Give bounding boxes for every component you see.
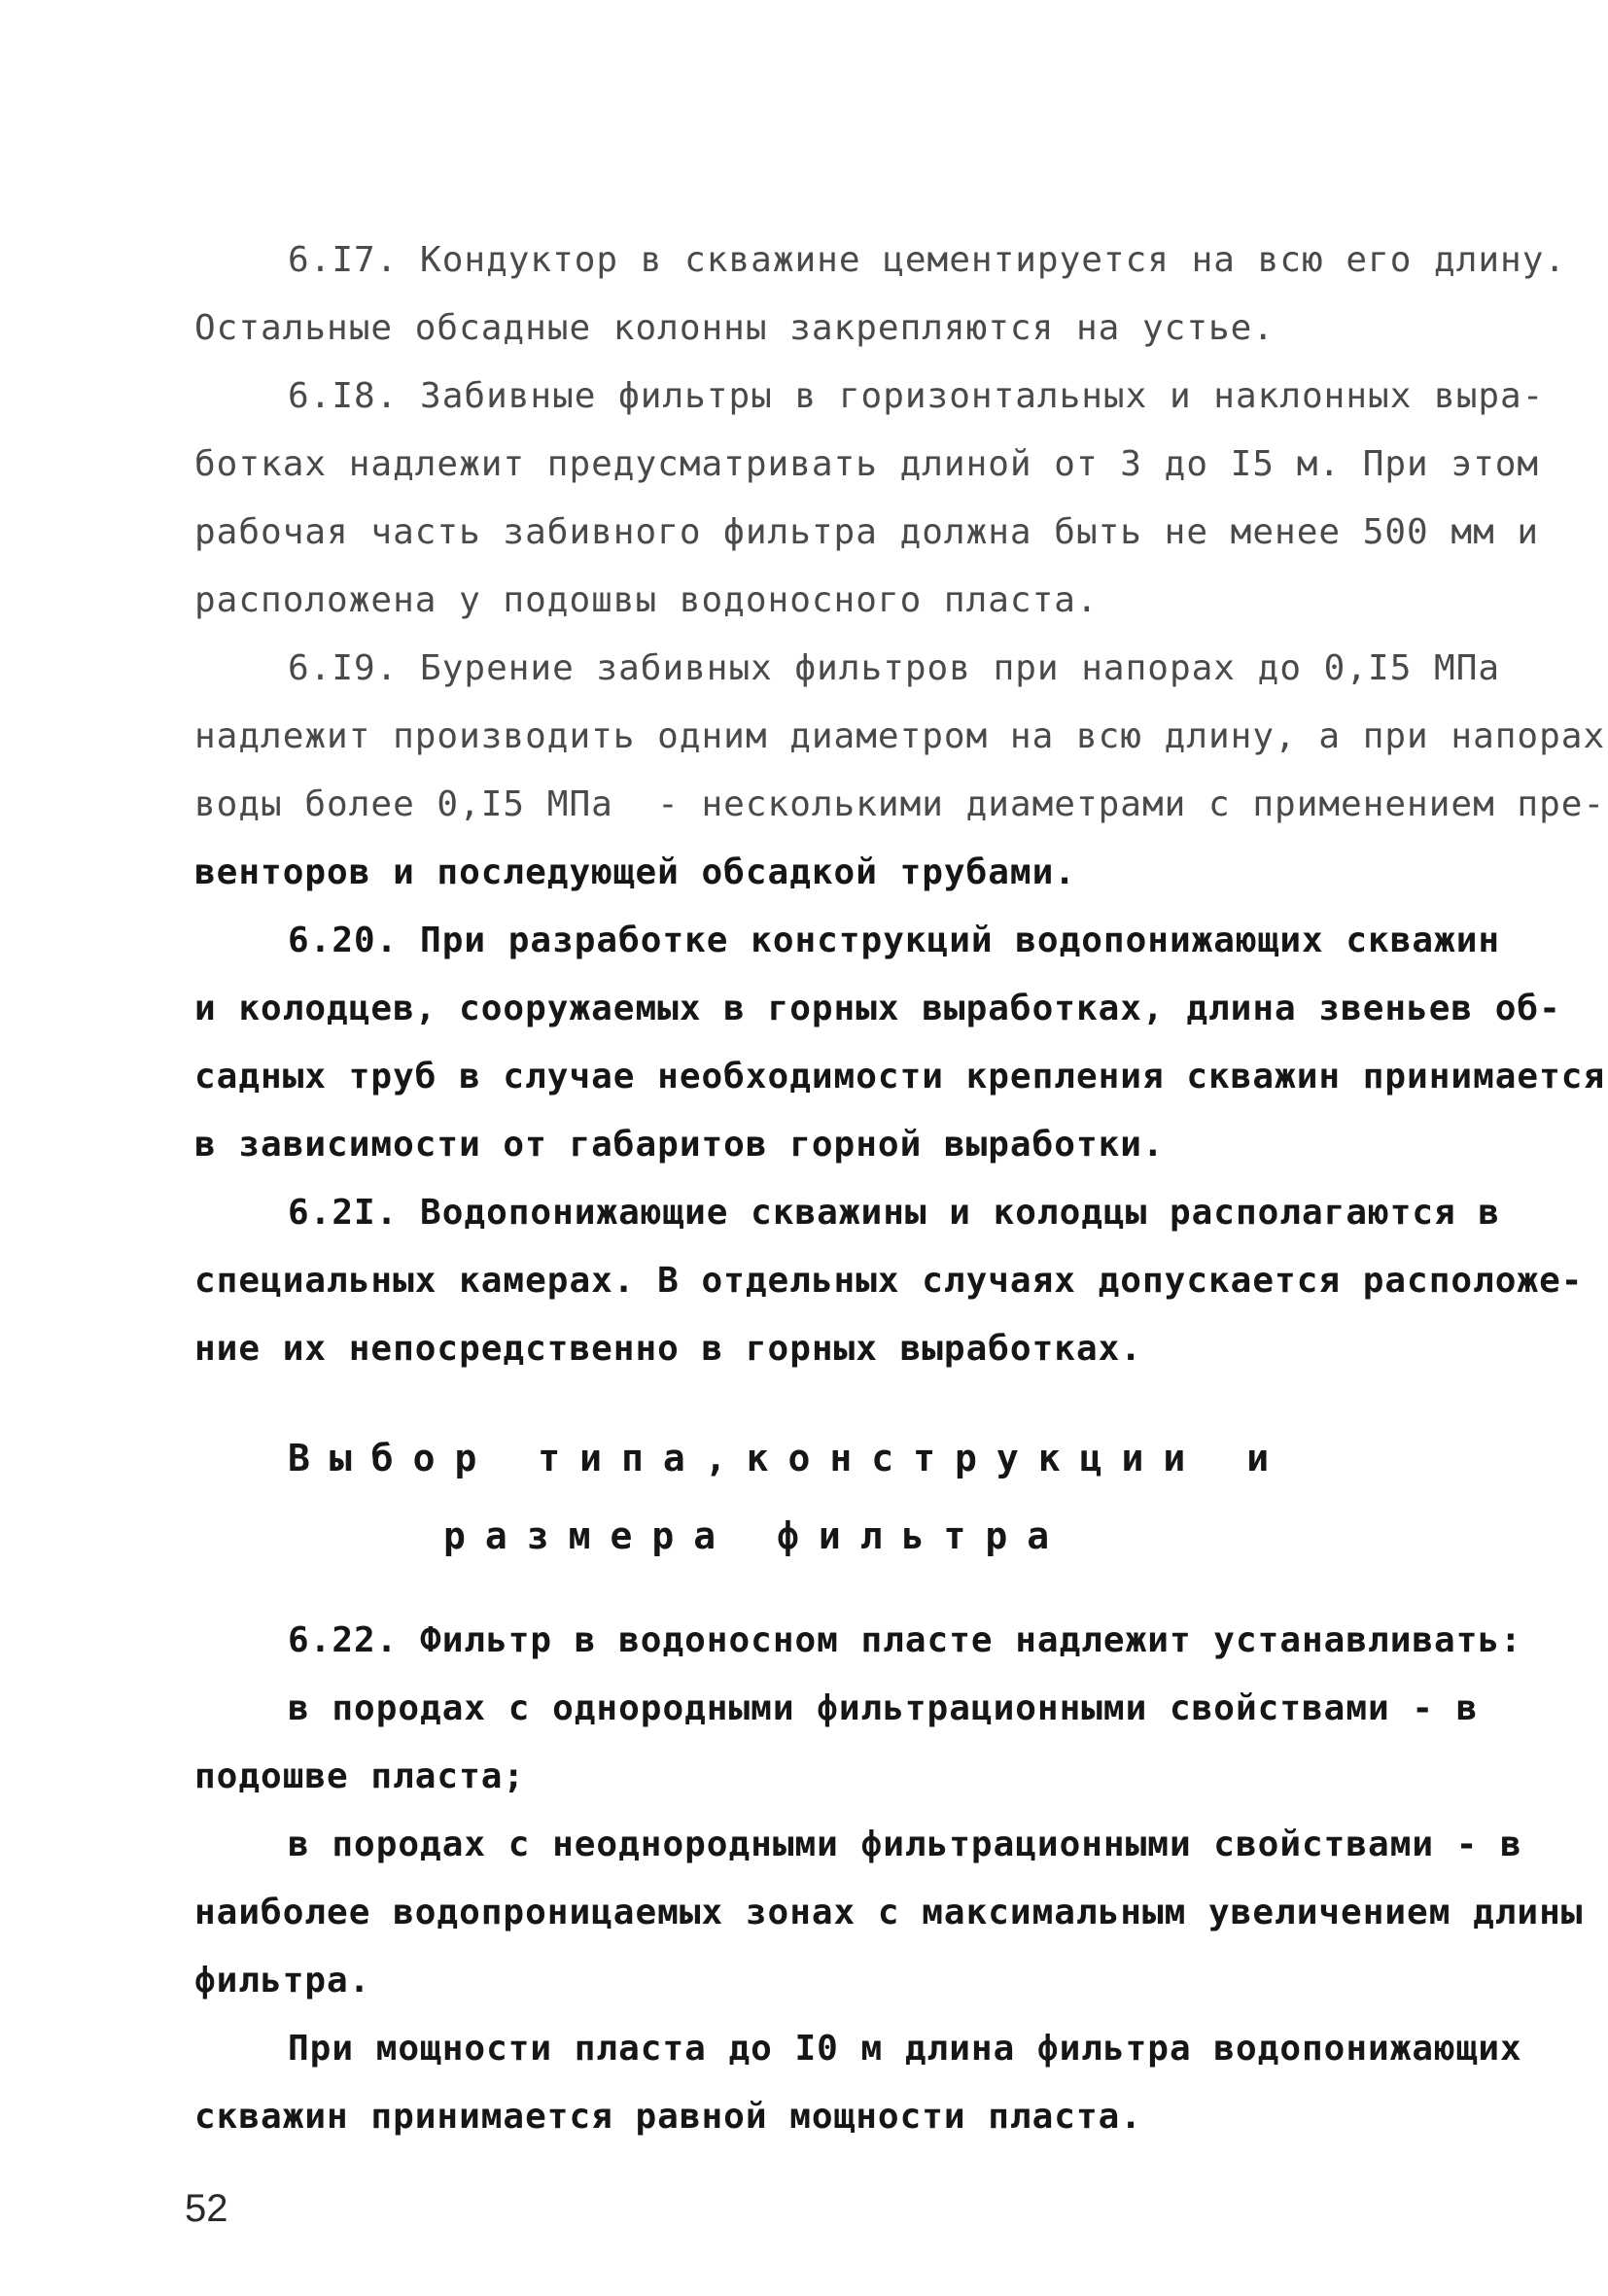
paragraph-6-20-line-2: и колодцев, сооружаемых в горных выработках, длина звеньев об- xyxy=(194,989,1561,1028)
paragraph-6-18-line-4: расположена у подошвы водоносного пласта. xyxy=(194,580,1099,620)
paragraph-6-21-line-3: ние их непосредственно в горных выработках. xyxy=(194,1329,1142,1369)
paragraph-6-22-line-1: 6.22. Фильтр в водоносном пласте надлежит устанавливать: xyxy=(288,1620,1522,1660)
paragraph-6-19-line-2: надлежит производить одним диаметром на всю длину, а при напорах xyxy=(194,716,1606,756)
paragraph-6-22-line-8: скважин принимается равной мощности пласта. xyxy=(194,2097,1142,2137)
paragraph-6-19-line-4: венторов и последующей обсадкой трубами. xyxy=(194,852,1076,892)
paragraph-6-22-line-6: фильтра. xyxy=(194,1961,371,2000)
paragraph-6-17-line-2: Остальные обсадные колонны закрепляются на устье. xyxy=(194,308,1276,348)
paragraph-6-18-line-1: 6.I8. Забивные фильтры в горизонтальных и наклонных выра- xyxy=(288,376,1545,416)
paragraph-6-18-line-3: рабочая часть забивного фильтра должна быть не менее 500 мм и xyxy=(194,512,1540,552)
paragraph-6-19-line-1: 6.I9. Бурение забивных фильтров при напорах до 0,I5 МПа xyxy=(288,648,1501,688)
section-heading-line-1: Выбор типа,конструкции и xyxy=(288,1437,1289,1479)
paragraph-6-22-line-2: в породах с однородными фильтрационными свойствами - в xyxy=(288,1688,1479,1728)
paragraph-6-20-line-4: в зависимости от габаритов горной выработки. xyxy=(194,1125,1165,1165)
paragraph-6-19-line-3: воды более 0,I5 МПа - несколькими диаметрами с применением пре- xyxy=(194,784,1606,824)
paragraph-6-20-line-3: садных труб в случае необходимости крепления скважин принимается xyxy=(194,1057,1606,1096)
paragraph-6-21-line-2: специальных камерах. В отдельных случаях допускается расположе- xyxy=(194,1261,1584,1301)
paragraph-6-17-line-1: 6.I7. Кондуктор в скважине цементируется на всю его длину. xyxy=(288,240,1567,280)
paragraph-6-20-line-1: 6.20. При разработке конструкций водопонижающих скважин xyxy=(288,921,1501,960)
paragraph-6-18-line-2: ботках надлежит предусматривать длиной от 3 до I5 м. При этом xyxy=(194,444,1540,484)
page-number: 52 xyxy=(185,2187,228,2230)
paragraph-6-22-line-3: подошве пласта; xyxy=(194,1757,526,1796)
paragraph-6-21-line-1: 6.2I. Водопонижающие скважины и колодцы располагаются в xyxy=(288,1193,1501,1233)
section-heading-line-2: размера фильтра xyxy=(443,1514,1069,1557)
paragraph-6-22-line-5: наиболее водопроницаемых зонах с максимальным увеличением длины xyxy=(194,1893,1584,1932)
paragraph-6-22-line-4: в породах с неоднородными фильтрационными свойствами - в xyxy=(288,1825,1522,1864)
paragraph-6-22-line-7: При мощности пласта до I0 м длина фильтра водопонижающих xyxy=(288,2029,1522,2069)
